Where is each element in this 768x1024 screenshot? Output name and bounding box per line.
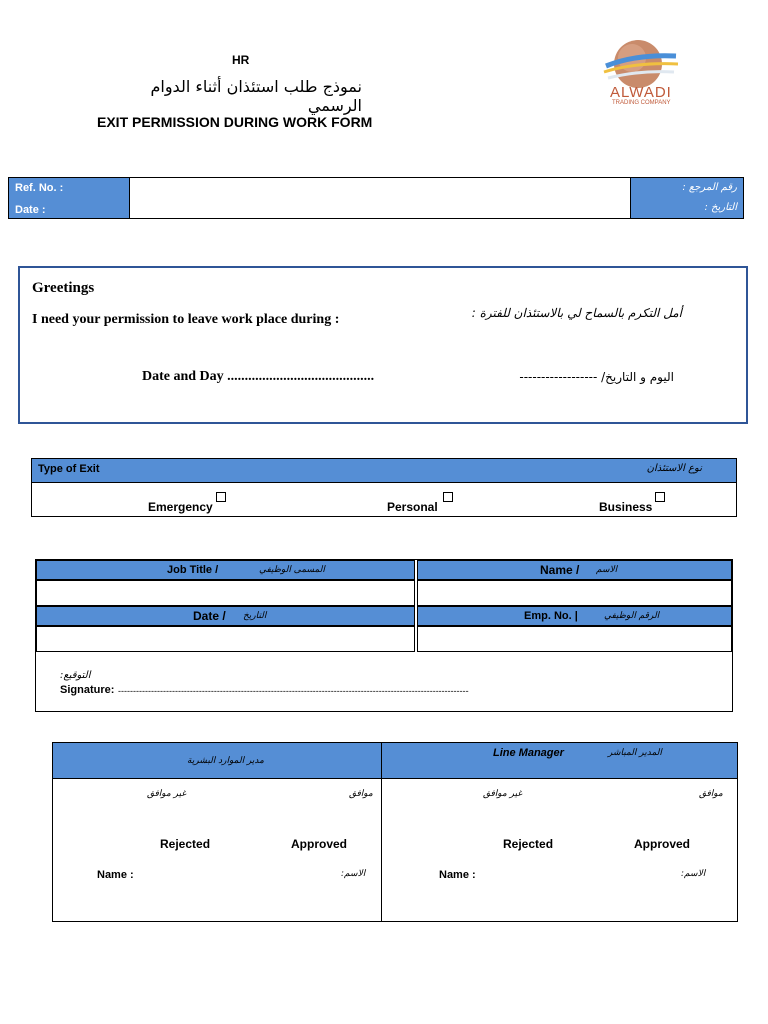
ref-no-label: Ref. No. : (15, 182, 64, 194)
lm-name-label-ar: الاسم: (681, 869, 706, 879)
greeting-section (18, 266, 748, 424)
greeting-title: Greetings (32, 280, 95, 296)
form-title-arabic: نموذج طلب استئذان أثناء الدوام الرسمي (150, 77, 362, 115)
exit-type-header (32, 459, 736, 483)
option-business-checkbox[interactable] (655, 492, 665, 502)
hr-rejected-option[interactable]: Rejected (160, 837, 211, 851)
date-and-day-field[interactable]: Date and Day .......................................... (142, 369, 375, 384)
company-logo (596, 32, 686, 110)
emp-no-input[interactable] (417, 626, 732, 652)
logo-subtitle-text: TRADING COMPANY (612, 100, 671, 106)
lm-rejected-option[interactable]: Rejected (503, 837, 554, 851)
date-field-label-ar: التاريخ (243, 611, 267, 621)
ref-labels-ar (630, 178, 743, 218)
ref-labels-en (9, 178, 130, 218)
job-title-label-ar: المسمى الوظيفي (259, 565, 325, 575)
lm-rejected-label-ar: غير موافق (483, 789, 523, 799)
option-personal-label: Personal (387, 500, 438, 514)
option-personal-checkbox[interactable] (443, 492, 453, 502)
job-title-input[interactable] (36, 580, 415, 606)
option-emergency-label: Emergency (148, 500, 213, 514)
lm-approved-label-ar: موافق (699, 789, 723, 799)
permission-request-text: I need your permission to leave work place during : (32, 312, 340, 327)
emp-no-label: Emp. No. | (524, 610, 578, 622)
ref-no-label-ar: رقم المرجع : (682, 182, 737, 193)
permission-request-text-ar: أمل التكرم بالسماح لي بالاستئذان للفترة : (471, 306, 682, 320)
name-input[interactable] (417, 580, 732, 606)
employee-info-section (35, 559, 733, 712)
option-emergency-checkbox[interactable] (216, 492, 226, 502)
hr-name-label: Name : (97, 869, 134, 881)
date-and-day-field-ar[interactable]: اليوم و التاريخ/ ------------------ (519, 370, 674, 384)
approval-section (52, 742, 738, 922)
date-field-label: Date / (193, 609, 226, 623)
exit-type-section (31, 458, 737, 517)
hr-manager-label-ar: مدير الموارد البشرية (187, 756, 264, 766)
date-label-ar: التاريخ : (704, 202, 737, 213)
lm-name-label: Name : (439, 869, 476, 881)
signature-label: Signature: (60, 684, 115, 696)
lm-approved-option[interactable]: Approved (634, 837, 691, 851)
department-label: HR (232, 53, 250, 67)
reference-input-area[interactable] (130, 178, 630, 218)
reference-section (8, 177, 744, 219)
date-label: Date : (15, 204, 46, 216)
job-title-header (36, 560, 415, 580)
hr-manager-header (53, 743, 381, 779)
line-manager-header (382, 743, 737, 779)
emp-no-label-ar: الرقم الوظيفي (604, 611, 660, 621)
line-manager-label-ar: المدير المباشر (608, 748, 662, 758)
hr-approved-label-ar: موافق (349, 789, 373, 799)
hr-rejected-label-ar: غير موافق (147, 789, 187, 799)
name-header (417, 560, 732, 580)
exit-type-label: Type of Exit (38, 463, 100, 475)
line-manager-label: Line Manager (493, 747, 564, 759)
date-header (36, 606, 415, 626)
logo-brand-text: ALWADI (610, 84, 672, 101)
date-input[interactable] (36, 626, 415, 652)
hr-approved-option[interactable]: Approved (291, 837, 348, 851)
name-label: Name / (540, 563, 580, 577)
form-title-english: EXIT PERMISSION DURING WORK FORM (97, 114, 373, 130)
exit-type-label-ar: نوع الاستئذان (646, 463, 702, 474)
signature-line[interactable]: --------------------------------------------------------------------------------------------------------------------- (118, 686, 469, 696)
job-title-label: Job Title / (167, 564, 219, 576)
name-label-ar: الاسم (596, 565, 618, 575)
option-business-label: Business (599, 500, 653, 514)
signature-label-ar: التوقيع: (60, 670, 91, 681)
emp-no-header (417, 606, 732, 626)
hr-name-label-ar: الاسم: (341, 869, 366, 879)
